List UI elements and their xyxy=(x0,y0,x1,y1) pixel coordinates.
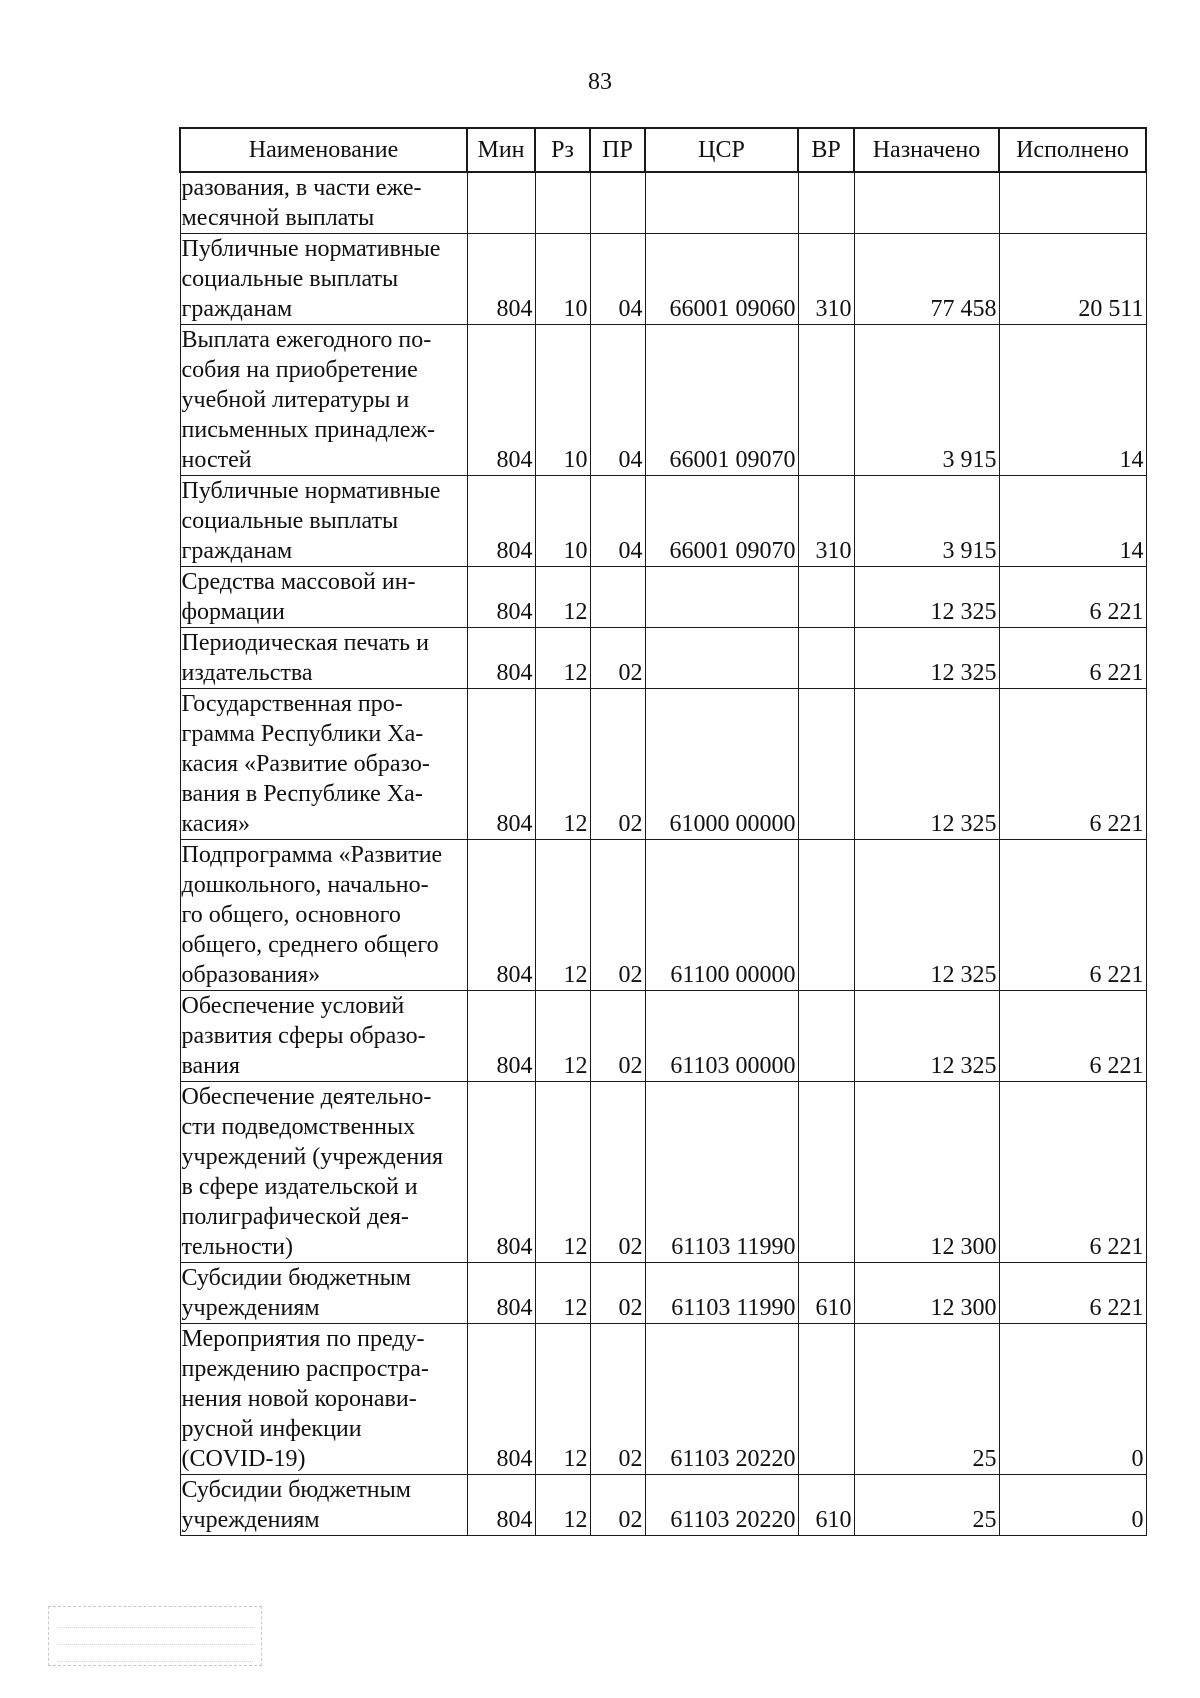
cell-csr: 66001 09070 xyxy=(645,476,798,567)
cell-rz: 12 xyxy=(535,1324,590,1475)
cell-naznacheno: 3 915 xyxy=(854,476,999,567)
cell-name-line: вания xyxy=(181,1053,240,1079)
cell-name-line: образования» xyxy=(181,962,321,988)
cell-name-line: в сфере издательской и xyxy=(181,1174,418,1200)
cell-name-line: Публичные нормативные xyxy=(181,478,441,504)
cell-naznacheno: 12 300 xyxy=(854,1082,999,1263)
cell-name-line: Подпрограмма «Развитие xyxy=(181,842,443,868)
cell-naznacheno: 25 xyxy=(854,1475,999,1536)
table-row xyxy=(180,991,1146,1082)
cell-name-line: социальные выплаты xyxy=(181,266,399,292)
cell-name-line: касия» xyxy=(181,811,250,837)
cell-name-line: ностей xyxy=(181,447,252,473)
cell-name xyxy=(180,1324,467,1475)
cell-name-line: учреждениям xyxy=(181,1295,320,1321)
cell-csr: 66001 09070 xyxy=(645,325,798,476)
cell-naznacheno: 12 300 xyxy=(854,1263,999,1324)
cell-vr xyxy=(798,689,854,840)
cell-ispolneno: 14 xyxy=(999,325,1146,476)
cell-rz: 12 xyxy=(535,1082,590,1263)
table-row xyxy=(180,476,1146,567)
table-row xyxy=(180,689,1146,840)
cell-min: 804 xyxy=(467,689,535,840)
cell-name-line: собия на приобретение xyxy=(181,357,418,383)
cell-naznacheno: 3 915 xyxy=(854,325,999,476)
cell-name xyxy=(180,172,467,234)
cell-min: 804 xyxy=(467,1263,535,1324)
cell-pr: 02 xyxy=(590,628,645,689)
cell-vr xyxy=(798,1324,854,1475)
cell-rz: 10 xyxy=(535,325,590,476)
cell-ispolneno: 6 221 xyxy=(999,1082,1146,1263)
cell-pr: 04 xyxy=(590,325,645,476)
cell-pr: 04 xyxy=(590,476,645,567)
cell-vr xyxy=(798,325,854,476)
cell-min: 804 xyxy=(467,840,535,991)
cell-name-line: письменных принадлеж- xyxy=(181,417,436,443)
cell-name xyxy=(180,234,467,325)
cell-min: 804 xyxy=(467,628,535,689)
cell-csr: 61103 20220 xyxy=(645,1324,798,1475)
cell-vr xyxy=(798,172,854,234)
budget-table xyxy=(179,127,1147,1536)
cell-rz: 12 xyxy=(535,1263,590,1324)
cell-naznacheno: 12 325 xyxy=(854,567,999,628)
cell-ispolneno: 6 221 xyxy=(999,1263,1146,1324)
cell-naznacheno xyxy=(854,172,999,234)
cell-name-line: учреждений (учреждения xyxy=(181,1144,444,1170)
cell-pr: 02 xyxy=(590,689,645,840)
cell-min xyxy=(467,172,535,234)
cell-vr: 610 xyxy=(798,1263,854,1324)
table-row xyxy=(180,1263,1146,1324)
cell-min: 804 xyxy=(467,325,535,476)
cell-vr xyxy=(798,1082,854,1263)
cell-ispolneno: 0 xyxy=(999,1324,1146,1475)
cell-vr xyxy=(798,991,854,1082)
cell-rz xyxy=(535,172,590,234)
cell-min: 804 xyxy=(467,991,535,1082)
cell-rz: 12 xyxy=(535,840,590,991)
cell-name-line: грамма Республики Ха- xyxy=(181,721,424,747)
cell-vr: 610 xyxy=(798,1475,854,1536)
cell-vr: 310 xyxy=(798,234,854,325)
cell-name-line: учебной литературы и xyxy=(181,387,410,413)
cell-pr: 02 xyxy=(590,1082,645,1263)
faded-stamp xyxy=(48,1606,262,1666)
cell-name-line: месячной выплаты xyxy=(181,205,375,231)
cell-naznacheno: 25 xyxy=(854,1324,999,1475)
cell-ispolneno: 14 xyxy=(999,476,1146,567)
cell-name-line: Выплата ежегодного по- xyxy=(181,327,432,353)
cell-pr: 02 xyxy=(590,1475,645,1536)
cell-pr xyxy=(590,172,645,234)
cell-ispolneno: 6 221 xyxy=(999,840,1146,991)
cell-csr xyxy=(645,567,798,628)
cell-name-line: вания в Республике Ха- xyxy=(181,781,423,807)
cell-min: 804 xyxy=(467,1324,535,1475)
cell-name-line: гражданам xyxy=(181,538,293,564)
table-row xyxy=(180,1324,1146,1475)
cell-name-line: касия «Развитие образо- xyxy=(181,751,430,777)
cell-pr: 02 xyxy=(590,1324,645,1475)
cell-csr: 61000 00000 xyxy=(645,689,798,840)
page-number: 83 xyxy=(588,69,612,95)
cell-name-line: нения новой коронави- xyxy=(181,1386,417,1412)
table-row xyxy=(180,325,1146,476)
cell-naznacheno: 12 325 xyxy=(854,689,999,840)
cell-csr: 66001 09060 xyxy=(645,234,798,325)
cell-rz: 12 xyxy=(535,689,590,840)
cell-name-line: Обеспечение условий xyxy=(181,993,405,1019)
cell-name-line: Субсидии бюджетным xyxy=(181,1265,411,1291)
cell-rz: 10 xyxy=(535,234,590,325)
cell-name xyxy=(180,840,467,991)
cell-name-line: социальные выплаты xyxy=(181,508,399,534)
cell-name xyxy=(180,689,467,840)
cell-rz: 12 xyxy=(535,628,590,689)
header-csr: ЦСР xyxy=(645,128,798,172)
cell-name xyxy=(180,1263,467,1324)
cell-rz: 12 xyxy=(535,567,590,628)
cell-ispolneno: 0 xyxy=(999,1475,1146,1536)
cell-name xyxy=(180,628,467,689)
cell-name-line: тельности) xyxy=(181,1234,293,1260)
cell-name-line: гражданам xyxy=(181,296,293,322)
cell-name-line: Публичные нормативные xyxy=(181,236,441,262)
cell-name-line: общего, среднего общего xyxy=(181,932,439,958)
table-row xyxy=(180,567,1146,628)
cell-ispolneno: 6 221 xyxy=(999,628,1146,689)
table-header-row xyxy=(180,128,1146,172)
stamp-line xyxy=(57,1628,253,1645)
cell-name-line: го общего, основного xyxy=(181,902,401,928)
cell-csr: 61103 11990 xyxy=(645,1263,798,1324)
header-min: Мин xyxy=(467,128,535,172)
cell-name-line: сти подведомственных xyxy=(181,1114,416,1140)
cell-min: 804 xyxy=(467,476,535,567)
cell-name-line: (COVID-19) xyxy=(181,1446,306,1472)
cell-name xyxy=(180,476,467,567)
header-name: Наименование xyxy=(180,128,467,172)
cell-name xyxy=(180,1475,467,1536)
stamp-line xyxy=(57,1611,253,1628)
header-pr: ПР xyxy=(590,128,645,172)
cell-csr xyxy=(645,628,798,689)
cell-name-line: дошкольного, начально- xyxy=(181,872,429,898)
cell-min: 804 xyxy=(467,1082,535,1263)
cell-rz: 12 xyxy=(535,1475,590,1536)
cell-csr xyxy=(645,172,798,234)
cell-ispolneno: 6 221 xyxy=(999,567,1146,628)
cell-pr xyxy=(590,567,645,628)
cell-csr: 61100 00000 xyxy=(645,840,798,991)
stamp-line xyxy=(57,1645,253,1662)
cell-name-line: Средства массовой ин- xyxy=(181,569,416,595)
cell-min: 804 xyxy=(467,234,535,325)
table-row xyxy=(180,234,1146,325)
cell-name xyxy=(180,325,467,476)
cell-name-line: русной инфекции xyxy=(181,1416,362,1442)
cell-name-line: Субсидии бюджетным xyxy=(181,1477,411,1503)
cell-vr xyxy=(798,567,854,628)
cell-name-line: формации xyxy=(181,599,285,625)
cell-min: 804 xyxy=(467,567,535,628)
cell-name-line: Обеспечение деятельно- xyxy=(181,1084,432,1110)
cell-min: 804 xyxy=(467,1475,535,1536)
table-row xyxy=(180,172,1146,234)
cell-ispolneno xyxy=(999,172,1146,234)
cell-ispolneno: 20 511 xyxy=(999,234,1146,325)
cell-csr: 61103 20220 xyxy=(645,1475,798,1536)
cell-pr: 04 xyxy=(590,234,645,325)
cell-csr: 61103 00000 xyxy=(645,991,798,1082)
cell-pr: 02 xyxy=(590,991,645,1082)
cell-name-line: учреждениям xyxy=(181,1507,320,1533)
header-naznacheno: Назначено xyxy=(854,128,999,172)
cell-rz: 12 xyxy=(535,991,590,1082)
cell-naznacheno: 12 325 xyxy=(854,991,999,1082)
cell-ispolneno: 6 221 xyxy=(999,689,1146,840)
cell-rz: 10 xyxy=(535,476,590,567)
cell-name-line: развития сферы образо- xyxy=(181,1023,426,1049)
cell-name-line: преждению распростра- xyxy=(181,1356,429,1382)
cell-name-line: Государственная про- xyxy=(181,691,403,717)
cell-name-line: разования, в части еже- xyxy=(181,175,422,201)
table-body xyxy=(180,172,1146,1536)
cell-csr: 61103 11990 xyxy=(645,1082,798,1263)
cell-naznacheno: 12 325 xyxy=(854,628,999,689)
header-rz: Рз xyxy=(535,128,590,172)
cell-vr xyxy=(798,840,854,991)
cell-name xyxy=(180,1082,467,1263)
cell-naznacheno: 12 325 xyxy=(854,840,999,991)
cell-pr: 02 xyxy=(590,1263,645,1324)
header-ispolneno: Исполнено xyxy=(999,128,1146,172)
cell-name xyxy=(180,991,467,1082)
cell-naznacheno: 77 458 xyxy=(854,234,999,325)
cell-name-line: Периодическая печать и xyxy=(181,630,429,656)
cell-name-line: Мероприятия по преду- xyxy=(181,1326,425,1352)
cell-vr xyxy=(798,628,854,689)
cell-vr: 310 xyxy=(798,476,854,567)
table-row xyxy=(180,1082,1146,1263)
cell-pr: 02 xyxy=(590,840,645,991)
cell-name xyxy=(180,567,467,628)
table-row xyxy=(180,1475,1146,1536)
table-row xyxy=(180,628,1146,689)
cell-ispolneno: 6 221 xyxy=(999,991,1146,1082)
table-row xyxy=(180,840,1146,991)
header-vr: ВР xyxy=(798,128,854,172)
cell-name-line: полиграфической дея- xyxy=(181,1204,409,1230)
cell-name-line: издательства xyxy=(181,660,313,686)
